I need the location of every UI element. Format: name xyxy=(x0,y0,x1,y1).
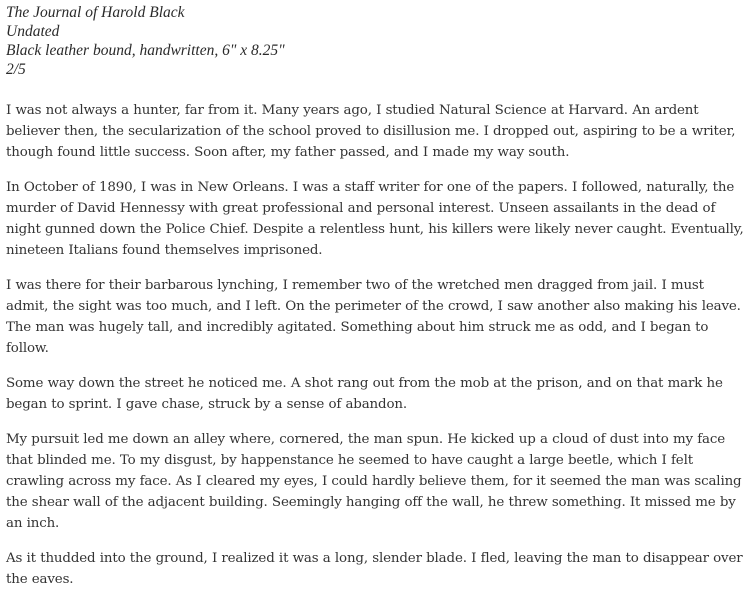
journal-header xyxy=(6,3,746,79)
paragraph-5: My pursuit led me down an alley where, cornered, the man spun. He kicked up a cloud of dust into my face that blinded me. To my disgust, by happenstance he seemed to have caught a large beetle, which I felt crawling across my face. As I cleared my eyes, I could hardly believe them, for it seemed the man was scaling the shear wall of the adjacent building. Seemingly hanging off the wall, he threw something. It missed me by an inch. xyxy=(6,432,742,531)
journal-description: Black leather bound, handwritten, 6" x 8.25" xyxy=(6,42,285,59)
paragraph-4: Some way down the street he noticed me. A shot rang out from the mob at the prison, and on that mark he began to sprint. I gave chase, struck by a sense of abandon. xyxy=(6,376,723,412)
paragraph-6: As it thudded into the ground, I realized it was a long, slender blade. I fled, leaving the man to disappear over the eaves. xyxy=(6,551,743,587)
paragraph-2: In October of 1890, I was in New Orleans. I was a staff writer for one of the papers. I followed, naturally, the murder of David Hennessy with great professional and personal interest. Unseen assailants in the dead of night gunned down the Police Chief. Despite a relentless hunt, his killers were likely never caught. Eventually, nineteen Italians found themselves imprisoned. xyxy=(6,180,744,258)
paragraph-3: I was there for their barbarous lynching, I remember two of the wretched men dragged from jail. I must admit, the sight was too much, and I left. On the perimeter of the crowd, I saw another also making his leave. The man was hugely tall, and incredibly agitated. Something about him struck me as odd, and I began to follow. xyxy=(6,278,741,356)
page-number: 2/5 xyxy=(6,61,26,78)
journal-body xyxy=(6,100,746,590)
journal-page xyxy=(6,3,746,604)
journal-date: Undated xyxy=(6,23,60,40)
paragraph-1: I was not always a hunter, far from it. Many years ago, I studied Natural Science at Harvard. An ardent believer then, the secularization of the school proved to disillusion me. I dropped out, aspiring to be a writer, though found little success. Soon after, my father passed, and I made my way south. xyxy=(6,103,736,160)
journal-title: The Journal of Harold Black xyxy=(6,4,185,21)
